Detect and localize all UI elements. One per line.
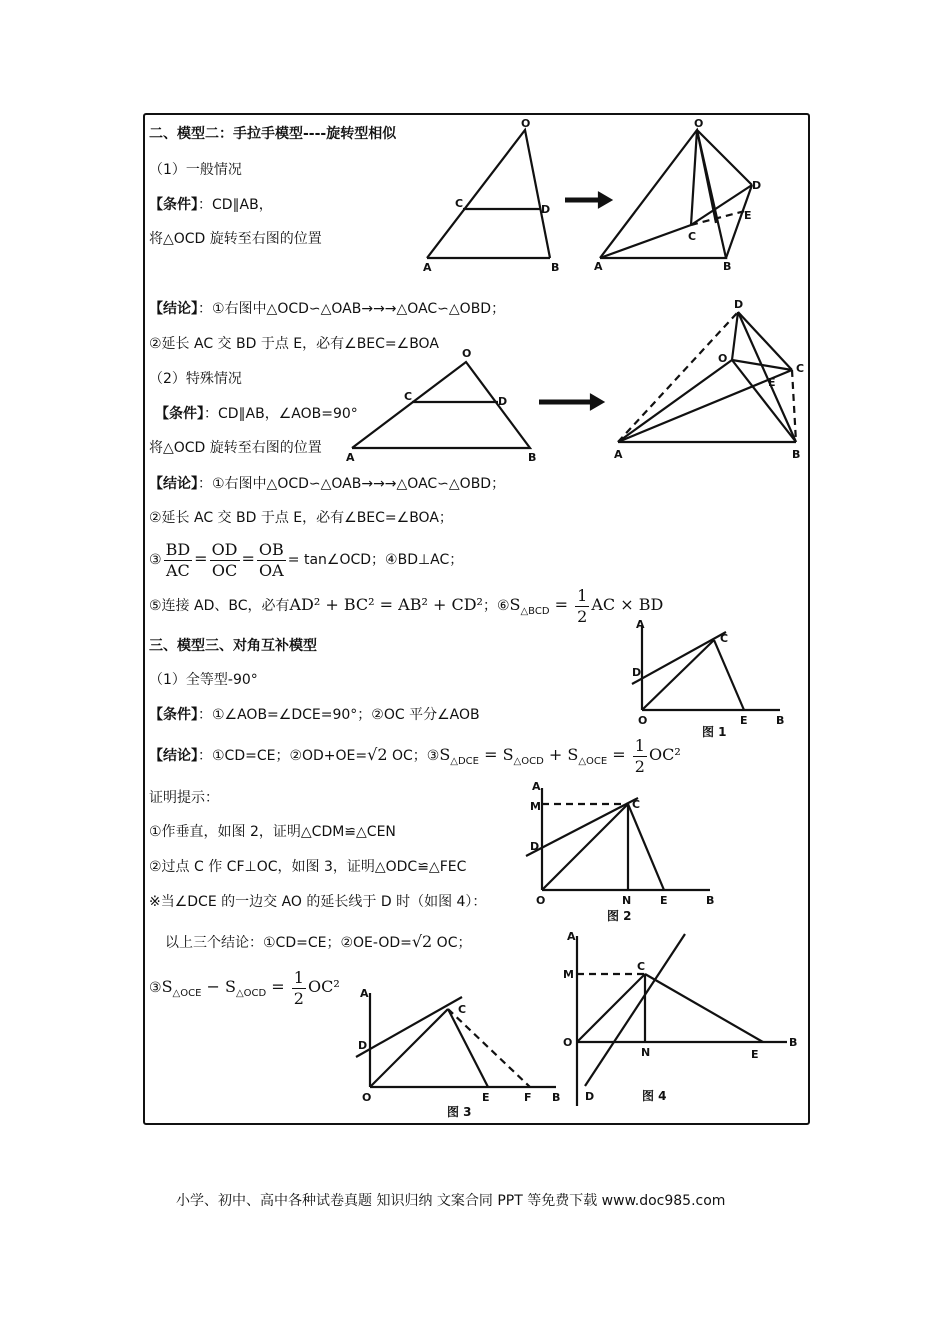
- item5-prefix: ⑤连接 AD、BC，必有: [149, 598, 290, 614]
- svg-text:E: E: [740, 714, 748, 727]
- fig-general-left: [415, 115, 575, 275]
- item5-formula: AD² + BC² = AB² + CD²: [289, 595, 483, 614]
- svg-text:O: O: [462, 347, 472, 360]
- figure-1-caption: 图 1: [702, 725, 727, 739]
- condition-line-1: [149, 196, 273, 214]
- svg-text:E: E: [482, 1091, 490, 1104]
- svg-text:D: D: [541, 203, 551, 216]
- s-oce-sub-b: △OCE: [172, 987, 202, 999]
- s-ocd: S: [502, 745, 514, 764]
- conclusion-text: ：①右图中△OCD∽△OAB→→→△OAC∽△OBD；: [198, 301, 506, 317]
- rotate-line-1: 将△OCD 旋转至右图的位置: [149, 231, 322, 247]
- sqrt2: √2: [367, 745, 388, 764]
- item6-prefix: ；⑥: [482, 598, 510, 614]
- three-concl-text: 以上三个结论：①CD=CE；②OE-OD=: [165, 935, 412, 951]
- svg-text:C: C: [404, 390, 413, 403]
- model3-condition: [149, 706, 480, 724]
- half-num-2: 1: [634, 735, 645, 755]
- conclusion-line-3: [149, 475, 505, 493]
- svg-text:N: N: [622, 894, 632, 907]
- svg-text:E: E: [744, 209, 752, 222]
- rotate-line-2: 将△OCD 旋转至右图的位置: [149, 440, 322, 456]
- svg-text:B: B: [528, 451, 537, 464]
- proof-hint: 证明提示：: [149, 790, 219, 806]
- figure-3-caption: 图 3: [447, 1105, 472, 1119]
- concl-oc: OC；③: [387, 748, 440, 764]
- svg-text:A: A: [532, 780, 541, 793]
- conclusion-label: 【结论】: [149, 301, 198, 317]
- svg-text:C: C: [720, 632, 729, 645]
- svg-text:D: D: [358, 1039, 368, 1052]
- svg-text:M: M: [530, 800, 541, 813]
- s-ocd-sub: △OCD: [513, 755, 544, 767]
- svg-text:C: C: [637, 960, 646, 973]
- svg-text:O: O: [521, 117, 531, 130]
- svg-text:B: B: [792, 448, 801, 461]
- note-line: ※当∠DCE 的一边交 AO 的延长线于 D 时（如图 4）：: [149, 894, 487, 910]
- svg-text:O: O: [536, 894, 546, 907]
- half-fraction: [633, 736, 647, 777]
- svg-text:N: N: [641, 1046, 651, 1059]
- three-conclusions: [165, 933, 471, 952]
- condition-line-2: [155, 405, 358, 423]
- ratio-formula: ③ $\frac{BD}{AC}$ = $\frac{OD}{OC}$ = $\frac{OB}{OA}$ = tan∠OCD；④BD⊥AC；: [149, 539, 464, 580]
- svg-text:O: O: [563, 1036, 573, 1049]
- svg-text:B: B: [789, 1036, 798, 1049]
- model3-cond-label: 【条件】: [149, 707, 198, 723]
- svg-text:C: C: [455, 197, 464, 210]
- eq-3: =: [266, 977, 290, 996]
- model3-concl-text: ：①CD=CE；②OD+OE=: [198, 748, 368, 764]
- svg-text:C: C: [688, 230, 697, 243]
- svg-text:F: F: [524, 1091, 532, 1104]
- ratio-od-oc: [210, 540, 240, 581]
- svg-text:B: B: [776, 714, 785, 727]
- s-dce-sub: △DCE: [450, 755, 479, 767]
- svg-text:B: B: [552, 1091, 561, 1104]
- oc-squared-b: OC²: [307, 977, 340, 996]
- svg-text:A: A: [346, 451, 355, 464]
- s-ocd-sub-b: △OCD: [235, 987, 267, 999]
- eq-2: =: [607, 745, 631, 764]
- half-den: 2: [577, 606, 588, 626]
- s-ocd-b: S: [224, 977, 236, 996]
- svg-text:B: B: [706, 894, 715, 907]
- fig-special-right: [610, 300, 810, 465]
- conclusion-line-2: ②延长 AC 交 BD 于点 E，必有∠BEC=∠BOA: [149, 336, 439, 352]
- ratio-den-2: OC: [211, 560, 238, 580]
- svg-text:O: O: [718, 352, 728, 365]
- svg-text:E: E: [751, 1048, 759, 1061]
- general-case-title: （1）一般情况: [149, 162, 242, 178]
- model3-concl-label: 【结论】: [149, 748, 198, 764]
- svg-text:A: A: [614, 448, 623, 461]
- ratio-num-3: OB: [258, 539, 284, 559]
- conclusion-line-1: [149, 300, 505, 318]
- half-num: 1: [577, 585, 588, 605]
- conclusion-text-2: ：①右图中△OCD∽△OAB→→→△OAC∽△OBD；: [198, 476, 506, 492]
- ratio-ob-oa: [257, 540, 286, 581]
- svg-text:B: B: [551, 261, 560, 274]
- svg-text:D: D: [585, 1090, 595, 1103]
- half-num-3: 1: [293, 967, 304, 987]
- half-den-3: 2: [293, 988, 304, 1008]
- plus: +: [543, 745, 568, 764]
- item3-prefix: ③: [149, 980, 162, 996]
- content-frame: [143, 113, 810, 1125]
- figure-2-caption: 图 2: [607, 909, 632, 923]
- fig-general-right: [590, 115, 810, 275]
- svg-text:E: E: [660, 894, 668, 907]
- condition-text-2: ：CD∥AB，∠AOB=90°: [204, 406, 358, 422]
- three-concl-tail: OC；: [432, 935, 472, 951]
- page-footer: 小学、初中、高中各种试卷真题 知识归纳 文案合同 PPT 等免费下载 www.doc985.com: [176, 1193, 726, 1209]
- svg-text:A: A: [567, 930, 576, 943]
- half-fraction-b: [292, 968, 306, 1009]
- svg-text:C: C: [796, 362, 805, 375]
- ratio-den-3: OA: [259, 560, 284, 580]
- svg-text:D: D: [498, 395, 508, 408]
- model3-heading: 三、模型三、对角互补模型: [149, 638, 317, 654]
- svg-text:A: A: [594, 260, 603, 273]
- ratio-num-2: OD: [211, 539, 238, 559]
- item3-formula: [149, 965, 340, 1016]
- ratio-bd-ac: [164, 540, 193, 581]
- item6-eq: =: [549, 595, 574, 614]
- item6-half: [575, 586, 589, 627]
- svg-text:C: C: [632, 798, 641, 811]
- svg-text:D: D: [752, 179, 762, 192]
- svg-text:D: D: [734, 298, 744, 311]
- item6-tail: AC × BD: [591, 595, 664, 614]
- conclusion-label-2: 【结论】: [149, 476, 198, 492]
- ratio-suffix: = tan∠OCD；④BD⊥AC；: [287, 552, 464, 568]
- svg-text:O: O: [362, 1091, 372, 1104]
- s-dce: S: [439, 745, 451, 764]
- model3-conclusion: [149, 733, 681, 784]
- s-oce-b: S: [161, 977, 173, 996]
- svg-text:O: O: [638, 714, 648, 727]
- s-oce: S: [567, 745, 579, 764]
- conclusion-line-4: ②延长 AC 交 BD 于点 E，必有∠BEC=∠BOA；: [149, 510, 453, 526]
- svg-text:E: E: [768, 376, 776, 389]
- item6-s: S: [509, 595, 521, 614]
- ratio-den-1: AC: [165, 560, 190, 580]
- svg-text:C: C: [458, 1003, 467, 1016]
- item5-line: [149, 585, 663, 632]
- condition-label: 【条件】: [149, 197, 198, 213]
- s-oce-sub: △OCE: [578, 755, 608, 767]
- svg-text:B: B: [723, 260, 732, 273]
- svg-text:A: A: [360, 987, 369, 1000]
- svg-text:A: A: [636, 618, 645, 631]
- proof-1: ①作垂直，如图 2，证明△CDM≌△CEN: [149, 824, 396, 840]
- special-case-title: （2）特殊情况: [149, 371, 242, 387]
- oc-squared: OC²: [648, 745, 681, 764]
- figure-4: [555, 930, 798, 1110]
- figure-1: [630, 620, 790, 740]
- figure-2: [520, 780, 720, 910]
- condition-label-2: 【条件】: [155, 406, 204, 422]
- figure-4-caption: 图 4: [642, 1089, 667, 1103]
- proof-2: ②过点 C 作 CF⊥OC，如图 3，证明△ODC≌△FEC: [149, 859, 467, 875]
- svg-text:D: D: [530, 840, 540, 853]
- svg-text:D: D: [632, 666, 642, 679]
- ratio-prefix: ③: [149, 552, 162, 568]
- figure-3: [350, 985, 565, 1115]
- sqrt2-b: √2: [411, 932, 433, 951]
- svg-text:A: A: [423, 261, 432, 274]
- model2-heading: 二、模型二：手拉手模型----旋转型相似: [149, 126, 397, 142]
- model3-case1: （1）全等型-90°: [149, 672, 258, 688]
- model3-cond-text: ：①∠AOB=∠DCE=90°；②OC 平分∠AOB: [198, 707, 480, 723]
- fig-special-left: [340, 345, 560, 465]
- condition-text: ：CD∥AB，: [198, 197, 273, 213]
- item6-sub: △BCD: [520, 605, 550, 617]
- minus: −: [201, 977, 225, 996]
- ratio-num-1: BD: [165, 539, 191, 559]
- half-den-2: 2: [634, 756, 645, 776]
- svg-text:M: M: [563, 968, 574, 981]
- svg-text:O: O: [694, 117, 704, 130]
- eq-1: =: [478, 745, 503, 764]
- arrow-icon-2: [537, 393, 607, 413]
